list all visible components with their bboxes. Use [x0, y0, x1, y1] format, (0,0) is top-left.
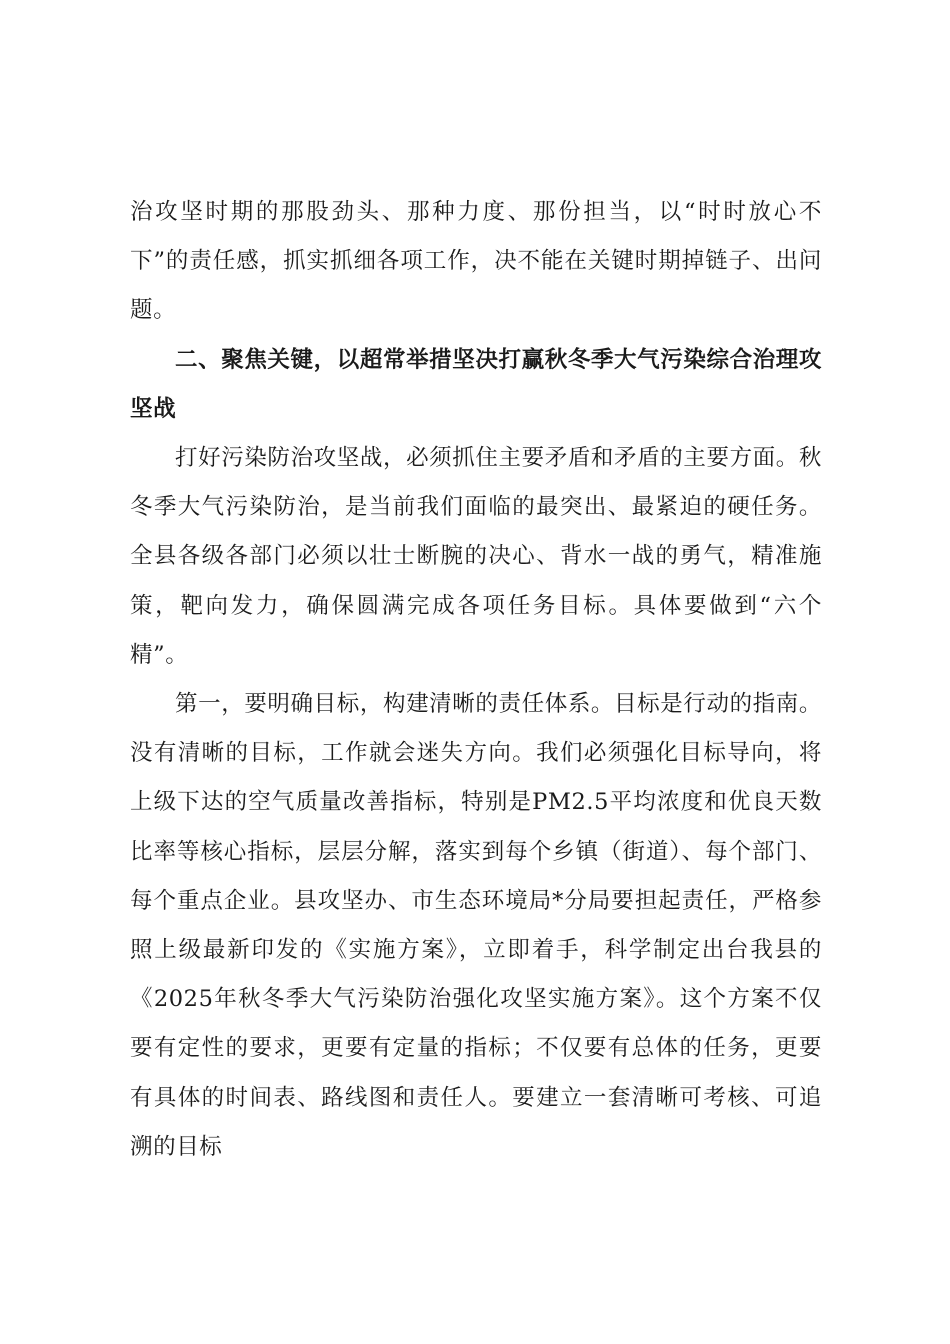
section-heading: 二、聚焦关键，以超常举措坚决打赢秋冬季大气污染综合治理攻坚战 — [130, 346, 822, 422]
paragraph-intro: 打好污染防治攻坚战，必须抓住主要矛盾和矛盾的主要方面。秋冬季大气污染防治，是当前我们面临的最突出、最紧迫的硬任务。全县各级各部门必须以壮士断腕的决心、背水一战的勇气，精准施策，靶向发力，确保圆满完成各项任务目标。具体要做到“六个精”。 — [130, 445, 822, 668]
document-body — [130, 188, 822, 1172]
paragraph-first-point: 第一，要明确目标，构建清晰的责任体系。目标是行动的指南。没有清晰的目标，工作就会迷失方向。我们必须强化目标导向，将上级下达的空气质量改善指标，特别是PM2.5平均浓度和优良天数比率等核心指标，层层分解，落实到每个乡镇（街道）、每个部门、每个重点企业。县攻坚办、市生态环境局*分局要担起责任，严格参照上级最新印发的《实施方案》，立即着手，科学制定出台我县的《2025年秋冬季大气污染防治强化攻坚实施方案》。这个方案不仅要有定性的要求，更要有定量的指标；不仅要有总体的任务，更要有具体的时间表、路线图和责任人。要建立一套清晰可考核、可追溯的目标 — [130, 691, 822, 1160]
paragraph-continuation: 治攻坚时期的那股劲头、那种力度、那份担当，以“时时放心不下”的责任感，抓实抓细各项工作，决不能在关键时期掉链子、出问题。 — [130, 199, 822, 324]
